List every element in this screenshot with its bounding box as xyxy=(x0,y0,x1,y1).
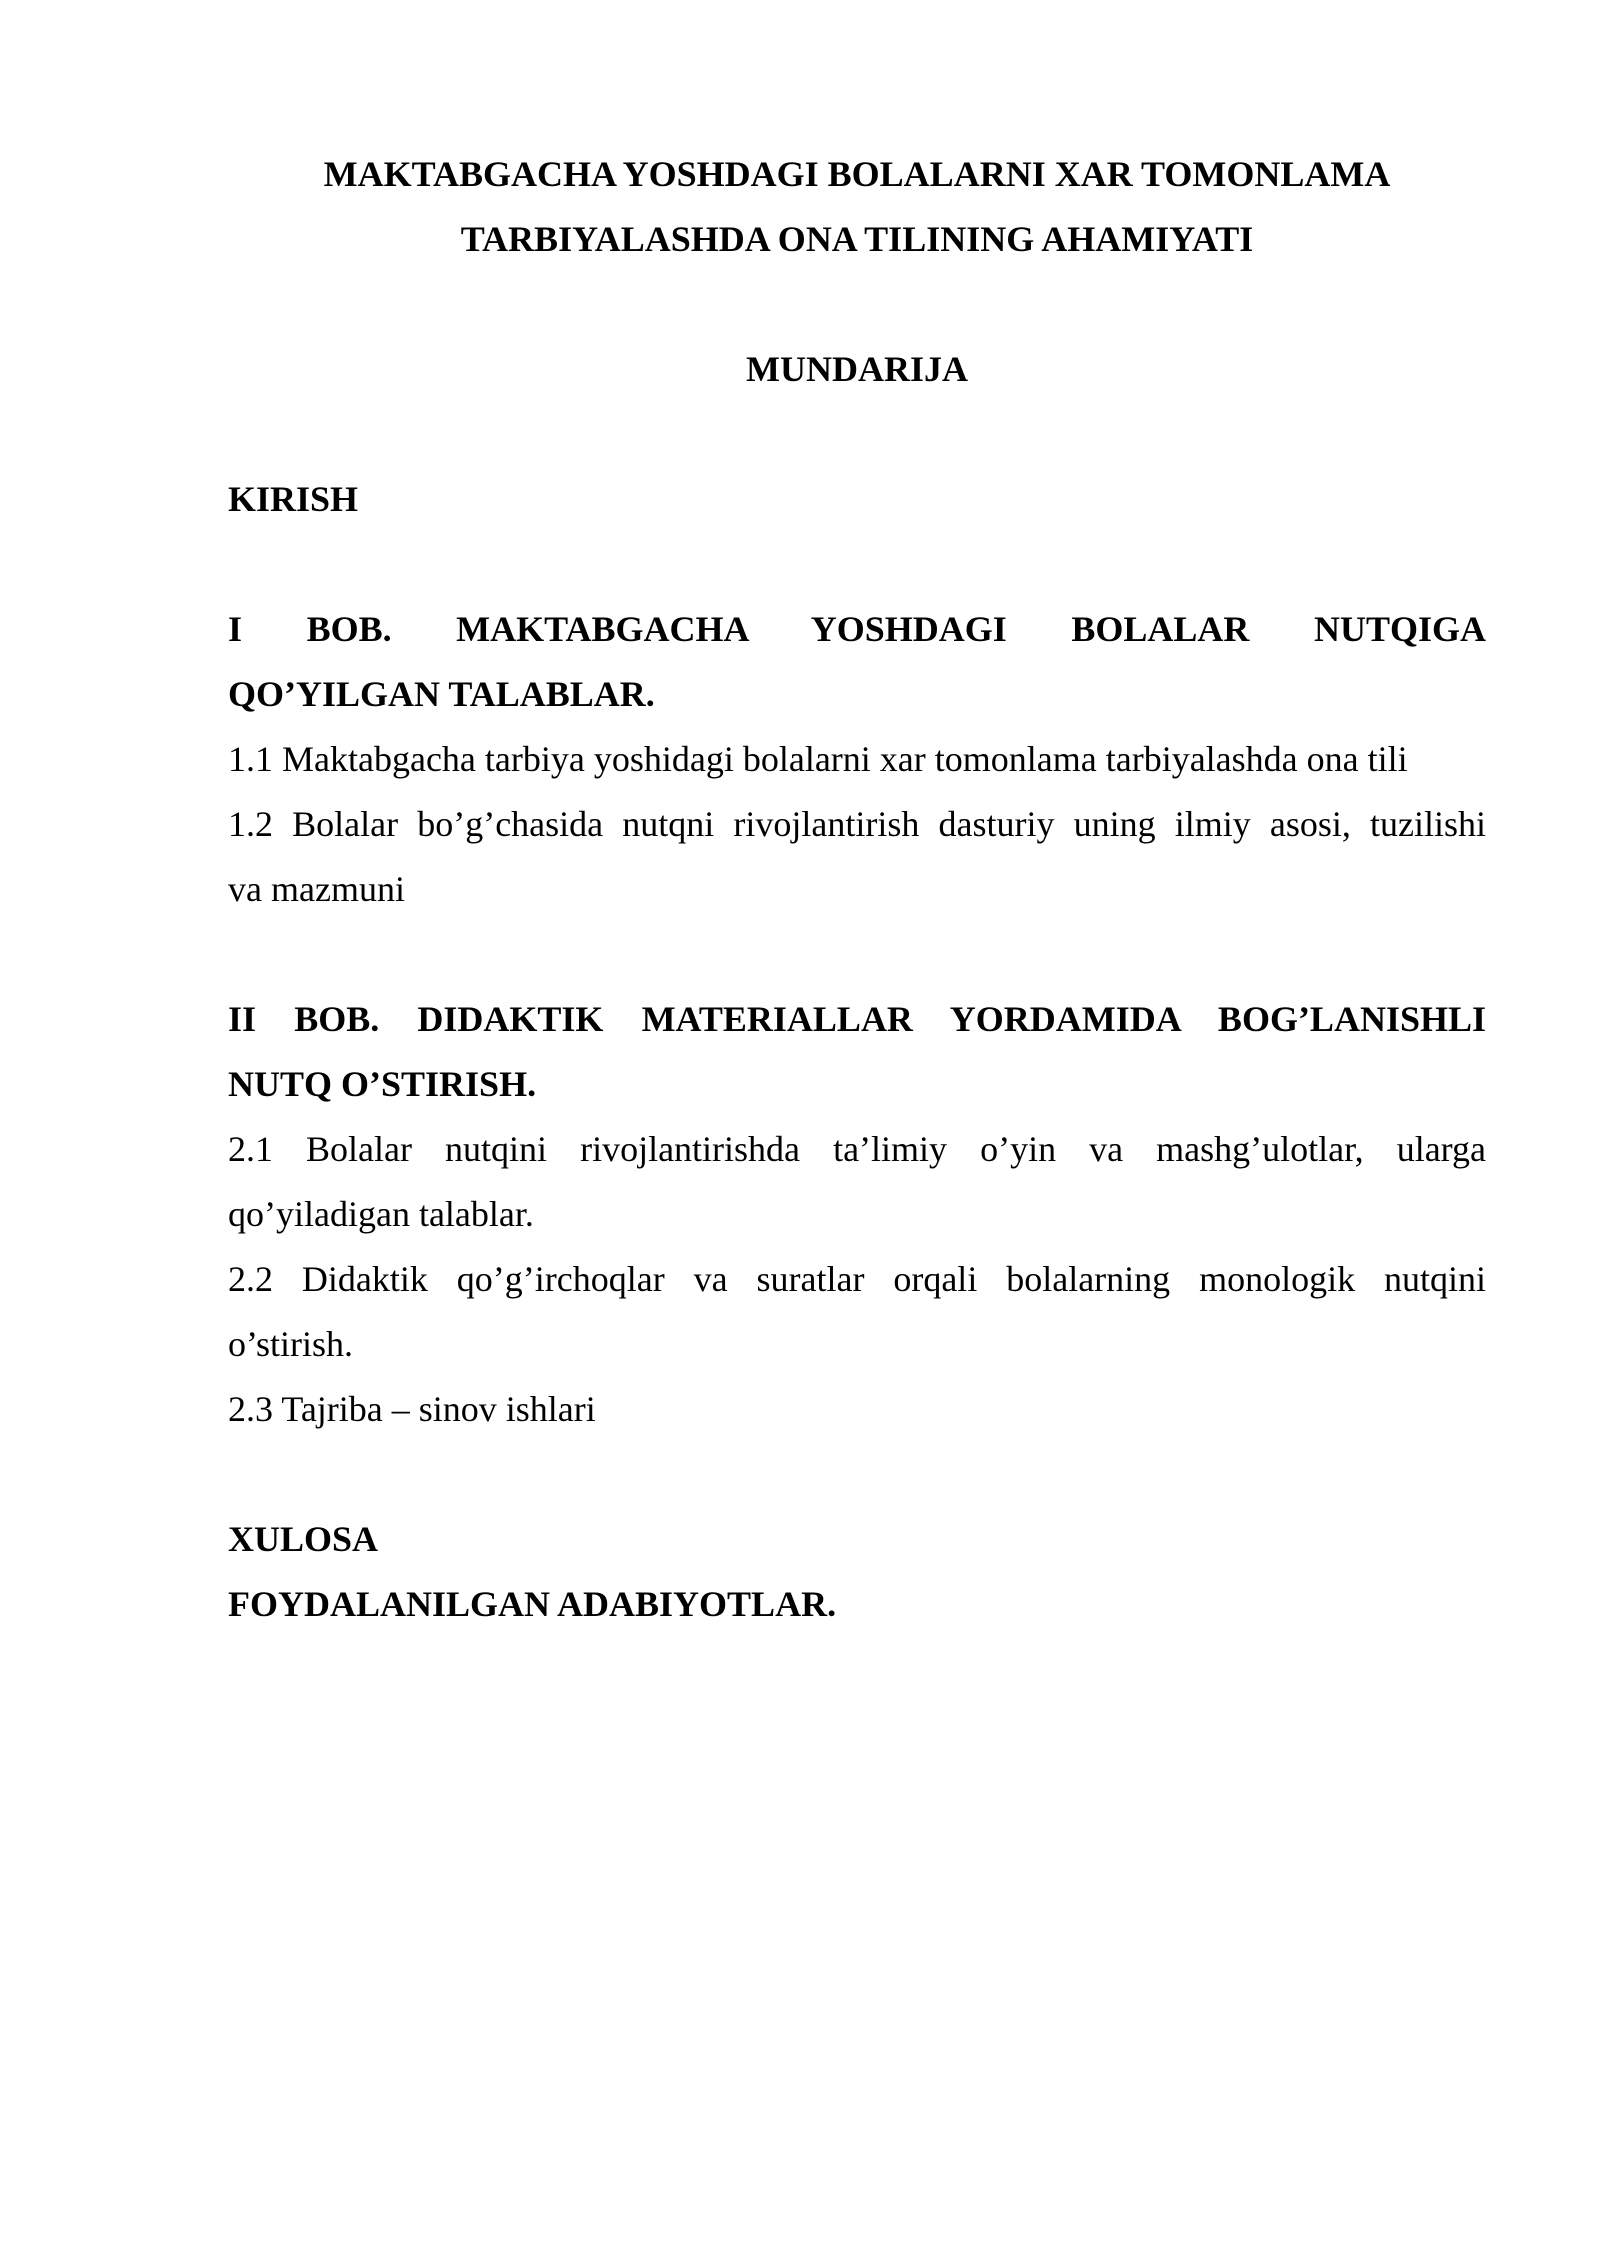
toc-item-2-2-line-2: o’stirish. xyxy=(228,1324,354,1364)
toc-item-2-3: 2.3 Tajriba – sinov ishlari xyxy=(228,1389,596,1429)
toc-references: FOYDALANILGAN ADABIYOTLAR. xyxy=(228,1584,837,1624)
document-title-line-1: MAKTABGACHA YOSHDAGI BOLALARNI XAR TOMONLAMA xyxy=(323,154,1391,194)
contents-heading: MUNDARIJA xyxy=(746,349,968,389)
chapter-1-heading-line-1: I BOB. MAKTABGACHA YOSHDAGI BOLALAR NUTQIGA xyxy=(228,609,1486,649)
toc-item-2-1-line-2: qo’yiladigan talablar. xyxy=(228,1194,534,1234)
chapter-1-heading-line-2: QO’YILGAN TALABLAR. xyxy=(228,674,655,714)
toc-intro: KIRISH xyxy=(228,479,359,519)
toc-item-2-2-line-1: 2.2 Didaktik qo’g’irchoqlar va suratlar orqali bolalarning monologik nutqini xyxy=(228,1259,1486,1299)
toc-item-1-2-line-1: 1.2 Bolalar bo’g’chasida nutqni rivojlantirish dasturiy uning ilmiy asosi, tuzilishi xyxy=(228,804,1486,844)
chapter-2-heading-line-1: II BOB. DIDAKTIK MATERIALLAR YORDAMIDA BOG’LANISHLI xyxy=(228,999,1486,1039)
toc-conclusion: XULOSA xyxy=(228,1519,379,1559)
document-title-line-2: TARBIYALASHDA ONA TILINING AHAMIYATI xyxy=(460,219,1254,259)
toc-item-1-1: 1.1 Maktabgacha tarbiya yoshidagi bolalarni xar tomonlama tarbiyalashda ona tili xyxy=(228,739,1408,779)
toc-item-2-1-line-1: 2.1 Bolalar nutqini rivojlantirishda ta’limiy o’yin va mashg’ulotlar, ularga xyxy=(228,1129,1486,1169)
chapter-2-heading-line-2: NUTQ O’STIRISH. xyxy=(228,1064,537,1104)
toc-item-1-2-line-2: va mazmuni xyxy=(228,869,405,909)
